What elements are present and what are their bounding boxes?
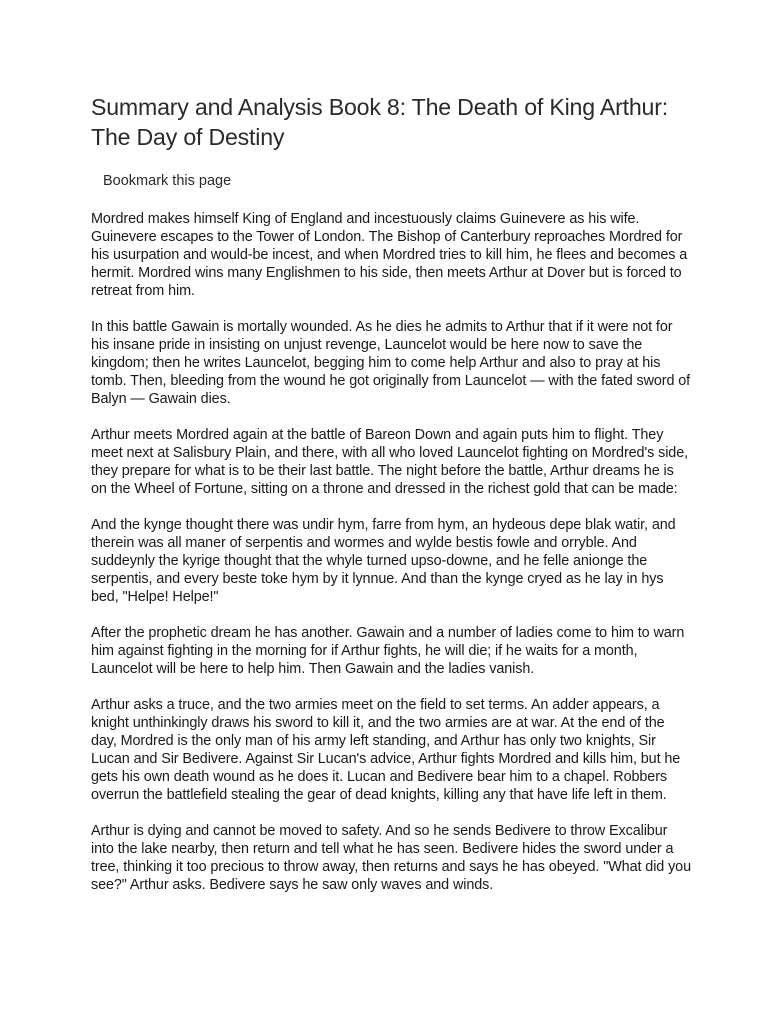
paragraph-2: In this battle Gawain is mortally wounded. As he dies he admits to Arthur that if it were not for his insane pride in insisting on unjust revenge, Launcelot would be here now to save the kingdom; then he writes Launcelot, begging him to come help Arthur and also to pray at his tomb. Then, bleeding from the wound he got originally from Launcelot — with the fated sword of Balyn — Gawain dies.: [91, 319, 691, 407]
paragraph-7: Arthur is dying and cannot be moved to safety. And so he sends Bedivere to throw Excalibur into the lake nearby, then return and tell what he has seen. Bedivere hides the sword under a tree, thinking it too precious to throw away, then returns and says he has obeyed. "What did you see?" Arthur asks. Bedivere says he saw only waves and winds.: [91, 823, 691, 893]
document-page: [91, 92, 691, 912]
paragraph-6: Arthur asks a truce, and the two armies meet on the field to set terms. An adder appears, a knight unthinkingly draws his sword to kill it, and the two armies are at war. At the end of the day, Mordred is the only man of his army left standing, and Arthur has only two knights, Sir Lucan and Sir Bedivere. Against Sir Lucan's advice, Arthur fights Mordred and kills him, but he gets his own death wound as he does it. Lucan and Bedivere bear him to a chapel. Robbers overrun the battlefield stealing the gear of dead knights, killing any that have life left in them.: [91, 697, 681, 803]
paragraph-5: After the prophetic dream he has another. Gawain and a number of ladies come to him to warn him against fighting in the morning for if Arthur fights, he will die; if he waits for a month, Launcelot will be here to help him. Then Gawain and the ladies vanish.: [91, 625, 685, 677]
article-body: [91, 210, 691, 894]
page-title: Summary and Analysis Book 8: The Death of King Arthur: The Day of Destiny: [91, 94, 668, 150]
bookmark-link[interactable]: Bookmark this page: [103, 173, 232, 189]
paragraph-3: Arthur meets Mordred again at the battle of Bareon Down and again puts him to flight. They meet next at Salisbury Plain, and there, with all who loved Launcelot fighting on Mordred's side, they prepare for what is to be their last battle. The night before the battle, Arthur dreams he is on the Wheel of Fortune, sitting on a throne and dressed in the richest gold that can be made:: [91, 427, 688, 497]
paragraph-1: Mordred makes himself King of England and incestuously claims Guinevere as his wife. Guinevere escapes to the Tower of London. The Bishop of Canterbury reproaches Mordred for his usurpation and would-be incest, and when Mordred tries to kill him, he flees and becomes a hermit. Mordred wins many Englishmen to his side, then meets Arthur at Dover but is forced to retreat from him.: [91, 211, 688, 299]
quoted-passage: And the kynge thought there was undir hym, farre from hym, an hydeous depe blak watir, and therein was all maner of serpentis and wormes and wylde bestis fowle and orryble. And suddeynly the kyrige thought that the whyle turned upso-downe, and he felle anionge the serpentis, and every beste toke hym by it lynnue. And than the kynge cryed as he lay in hys bed, "Helpe! Helpe!": [91, 517, 676, 605]
